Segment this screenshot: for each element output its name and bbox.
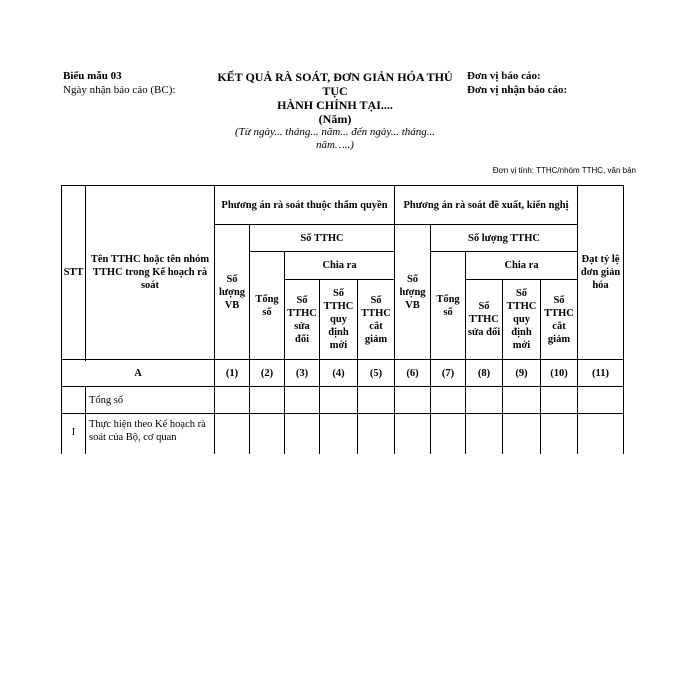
title-line-1: KẾT QUẢ RÀ SOÁT, ĐƠN GIẢN HÓA THỦ: [217, 70, 453, 84]
cell: [250, 387, 285, 414]
cell: [578, 414, 624, 454]
cell: [503, 414, 541, 454]
col-code-9: (9): [503, 360, 541, 387]
document-count-header-2: Số lượng VB: [395, 225, 431, 360]
col-code-3: (3): [285, 360, 320, 387]
breakdown-header-2: Chia ra: [466, 252, 578, 280]
total-header-2: Tổng số: [431, 252, 466, 360]
table-row: [62, 387, 624, 414]
cell: [466, 414, 503, 454]
row-stt: I: [62, 414, 86, 454]
table-row: [62, 414, 624, 454]
row-label: Thực hiện theo Kế hoạch rà soát của Bộ, cơ quan: [86, 414, 215, 454]
breakdown-header: Chia ra: [285, 252, 395, 280]
cell: [541, 387, 578, 414]
group-proposal-header: Phương án rà soát đề xuất, kiến nghị: [395, 186, 578, 225]
reduced-header-2: Số TTHC cắt giảm: [541, 280, 578, 360]
col-code-4: (4): [320, 360, 358, 387]
col-code-5: (5): [358, 360, 395, 387]
col-code-2: (2): [250, 360, 285, 387]
col-code-1: (1): [215, 360, 250, 387]
new-regulation-header-2: Số TTHC quy định mới: [503, 280, 541, 360]
results-table: [61, 185, 624, 454]
simplification-rate-header: Đạt tỷ lệ đơn giản hóa: [578, 186, 624, 360]
form-code: Biểu mẫu 03: [63, 70, 122, 82]
procedure-quantity-header: Số lượng TTHC: [431, 225, 578, 252]
amended-header: Số TTHC sửa đổi: [285, 280, 320, 360]
cell: [503, 387, 541, 414]
cell: [358, 414, 395, 454]
row-stt: [62, 387, 86, 414]
col-code-8: (8): [466, 360, 503, 387]
stt-header: STT: [62, 186, 86, 360]
row-label: Tổng số: [86, 387, 215, 414]
title-year: (Năm): [318, 112, 352, 126]
cell: [215, 414, 250, 454]
total-header: Tổng số: [250, 252, 285, 360]
cell: [431, 387, 466, 414]
col-code-10: (10): [541, 360, 578, 387]
cell: [320, 414, 358, 454]
reporting-unit-label: Đơn vị báo cáo:: [467, 70, 541, 82]
document-count-header: Số lượng VB: [215, 225, 250, 360]
procedure-count-header: Số TTHC: [250, 225, 395, 252]
page-title: [215, 70, 455, 126]
cell: [215, 387, 250, 414]
cell: [285, 414, 320, 454]
cell: [395, 414, 431, 454]
title-line-3: HÀNH CHÍNH TẠI....: [277, 98, 393, 112]
cell: [395, 387, 431, 414]
cell: [431, 414, 466, 454]
group-authority-header: Phương án rà soát thuộc thẩm quyền: [215, 186, 395, 225]
receiving-unit-label: Đơn vị nhận báo cáo:: [467, 84, 568, 96]
cell: [358, 387, 395, 414]
cell: [285, 387, 320, 414]
period-line-2: năm…..): [316, 139, 354, 151]
col-code-6: (6): [395, 360, 431, 387]
col-code-7: (7): [431, 360, 466, 387]
new-regulation-header: Số TTHC quy định mới: [320, 280, 358, 360]
cell: [320, 387, 358, 414]
col-code-a: A: [62, 360, 215, 387]
cell: [250, 414, 285, 454]
cell: [541, 414, 578, 454]
period-text: [215, 126, 455, 152]
receive-date-label: Ngày nhận báo cáo (BC):: [63, 84, 176, 96]
name-header: Tên TTHC hoặc tên nhóm TTHC trong Kế hoạch rà soát: [86, 186, 215, 360]
period-line-1: (Từ ngày... tháng... năm... đến ngày... tháng...: [234, 126, 436, 138]
amended-header-2: Số TTHC sửa đổi: [466, 280, 503, 360]
cell: [466, 387, 503, 414]
unit-note: Đơn vị tính: TTHC/nhóm TTHC, văn bản: [492, 166, 636, 175]
title-line-2: TỤC: [322, 84, 348, 98]
reduced-header: Số TTHC cắt giảm: [358, 280, 395, 360]
cell: [578, 387, 624, 414]
col-code-11: (11): [578, 360, 624, 387]
